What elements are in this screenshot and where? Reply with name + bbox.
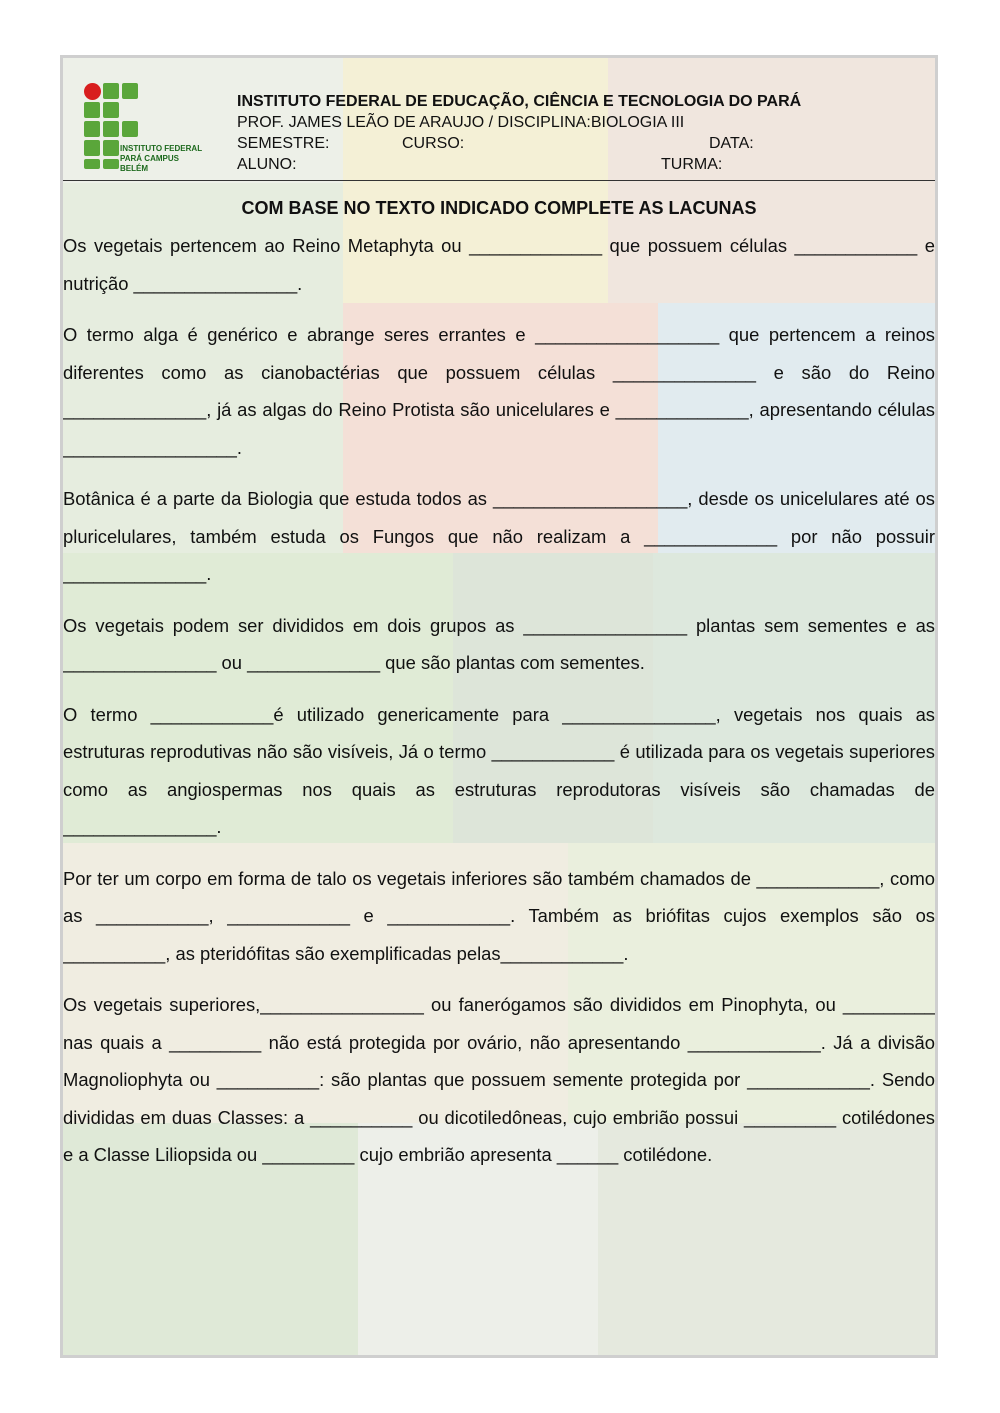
paragraph-3: Botânica é a parte da Biologia que estuda todos as ___________________, desde os unicelulares até os pluricelulares, também estuda os Fungos que não realizam a _____________ por não possuir ______________.	[63, 488, 935, 584]
logo-caption: INSTITUTO FEDERAL PARÁ CAMPUS BELÉM	[120, 144, 203, 173]
paragraph-1: Os vegetais pertencem ao Reino Metaphyta ou _____________ que possuem células ____________ e nutrição ________________.	[63, 235, 935, 294]
semestre-label: SEMESTRE:	[237, 135, 330, 152]
institution-name: INSTITUTO FEDERAL DE EDUCAÇÃO, CIÊNCIA E TECNOLOGIA DO PARÁ	[237, 93, 802, 110]
worksheet-page	[60, 55, 938, 1358]
exercise-body	[63, 198, 935, 1188]
aluno-label: ALUNO:	[237, 156, 297, 173]
worksheet-header	[63, 58, 935, 180]
professor-line: PROF. JAMES LEÃO DE ARAUJO / DISCIPLINA:BIOLOGIA III	[237, 114, 685, 131]
paragraph-5: O termo ____________é utilizado genericamente para _______________, vegetais nos quais as estruturas reprodutivas não são visíveis, Já o termo ____________ é utilizada para os vegetais superiores como as angiospermas nos quais as estruturas reprodutoras visíveis são chamadas de _______________.	[63, 703, 935, 837]
paragraph-4: Os vegetais podem ser divididos em dois grupos as ________________ plantas sem sementes e as _______________ ou _____________ que são plantas com sementes.	[63, 614, 935, 673]
curso-label: CURSO:	[402, 135, 465, 152]
data-label: DATA:	[709, 135, 754, 152]
header-divider	[63, 180, 935, 181]
header-info	[237, 91, 801, 175]
logo-red-dot	[84, 83, 101, 100]
turma-label: TURMA:	[661, 156, 723, 173]
paragraph-6: Por ter um corpo em forma de talo os vegetais inferiores são também chamados de ____________, como as ___________, ____________ e ____________. Também as briófitas cujos exemplos são os __________, as pteridófitas são exemplificadas pelas____________.	[63, 867, 935, 964]
paragraph-7: Os vegetais superiores,________________ ou fanerógamos são divididos em Pinophyta, ou _________ nas quais a _________ não está protegida por ovário, não apresentando _____________. Já a divisão Magnoliophyta ou __________: são plantas que possuem semente protegida por ____________. Sendo divididas em duas Classes: a __________ ou dicotiledôneas, cujo embrião possui _________ cotilédones e a Classe Liliopsida ou _________ cujo embrião apresenta ______ cotilédone.	[63, 994, 935, 1165]
exercise-heading: COM BASE NO TEXTO INDICADO COMPLETE AS LACUNAS	[241, 198, 757, 218]
paragraph-2: O termo alga é genérico e abrange seres errantes e __________________ que pertencem a reinos diferentes como as cianobactérias que possuem células ______________ e são do Reino ______________, já as algas do Reino Protista são unicelulares e _____________, apresentando células _________________.	[63, 324, 935, 458]
institution-logo	[83, 82, 203, 172]
